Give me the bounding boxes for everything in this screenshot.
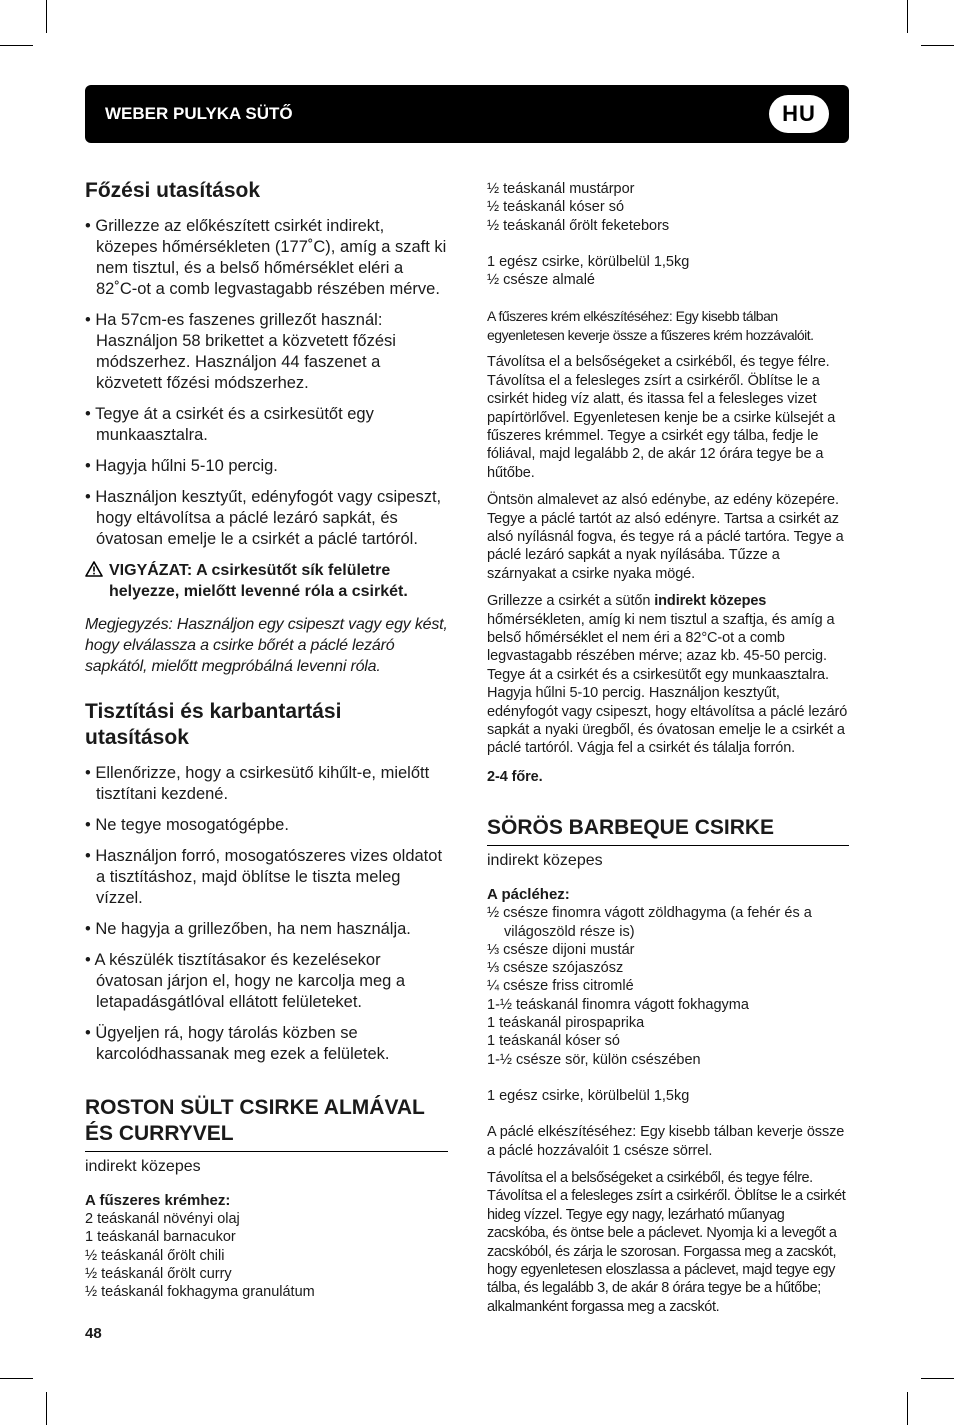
list-item: • Ügyeljen rá, hogy tárolás közben se karcolódhassanak meg ezek a felületek. [85,1024,390,1063]
step-text: Grillezze a csirkét a sütőn [487,593,655,610]
ingredient-item: ½ teáskanál őrölt chili [85,1247,225,1264]
list-item: • Ellenőrizze, hogy a csirkesütő kihűlt-e, mielőtt tisztítani kezdené. [85,764,430,803]
ingredient-item: 1 teáskanál pirospaprika [487,1015,645,1032]
recipe2-step-2: Távolítsa el a belsőségeket a csirkéből, és tegye félre. Távolítsa el a felesleges zsírt a csirkéről. Öblítse le a csirkét hideg vízzel. Tegye egy nagy, lezárható műanyag zacskóba, és öntse bele a páclevet. Nyomja ki a levegőt a zacskóból, és zárja le szorosan. Forgassa meg a zacskót, hogy egyenletesen eloszlassa a páclevet, majd tegye egy tálba, és legalább 3, de akár 8 órára tegye be a hűtőbe; alkalmanként forgassa meg a zacskót. [487,1170,846,1315]
list-item: • Használjon forró, mosogatószeres vizes oldatot a tisztításhoz, majd öblítse le tiszta meleg vízzel. [85,847,443,907]
recipe2-marinade-heading: A pácléhez: [487,886,570,904]
warning-block [85,560,448,602]
list-item: • Hagyja hűlni 5-10 percig. [85,457,278,475]
crop-mark [0,45,33,46]
ingredient-item: ¼ csésze friss citromlé [487,978,634,995]
ingredient-item: 1 egész csirke, körülbelül 1,5kg [487,253,690,270]
step-text: hőmérsékleten, amíg ki nem tisztul a szaftja, és amíg a belső hőmérséklet el nem éri a 82°C-ot a comb legvastagabb részében mérve; azaz kb. 45-50 percig. Tegye át a csirkét és a csirkesütőt egy munkaasztalra. Hagyja hűlni 5-10 percig. Használjon kesztyűt, edényfogót vagy csipeszt, hogy eltávolítsa a páclé lezáró sapkát a nyaki üregből, és óvatosan emelje le a csirkét a páclé tartóról. Vágja fel a csirkét és tálalja forrón. [487,611,848,757]
cleaning-list [85,763,448,1065]
right-column [487,180,849,1325]
ingredient-item: ½ teáskanál kóser só [487,199,625,216]
ingredient-item: ½ teáskanál őrölt feketebors [487,217,670,234]
list-item: • A készülék tisztításakor és kezelésekor óvatosan járjon el, hogy ne karcolja meg a letapadásgátlóval ellátott felületeket. [85,951,406,1011]
list-item: • Használjon kesztyűt, edényfogót vagy csipeszt, hogy eltávolítsa a páclé lezáró sapkát, és óvatosan emelje le a csirkét a páclé tartóról. [85,488,442,548]
ingredient-item: 1 teáskanál kóser só [487,1033,620,1050]
ingredient-item: ½ teáskanál őrölt curry [85,1265,232,1282]
recipe2-main-list [487,1087,849,1105]
recipe2-title: SÖRÖS BARBEQUE CSIRKE [487,815,849,846]
ingredient-item: 2 teáskanál növényi olaj [85,1211,240,1227]
recipe1-main-list [487,253,849,290]
recipe2-method: indirekt közepes [487,852,603,870]
recipe2-step-1: A páclé elkészítéséhez: Egy kisebb tálban keverje össze a páclé hozzávalóit 1 csésze sörrel. [487,1124,845,1159]
list-item: • Tegye át a csirkét és a csirkesütőt egy munkaasztalra. [85,405,374,444]
warning-text: VIGYÁZAT: A csirkesütőt sík felületre helyezze, mielőtt levenné róla a csirkét. [109,562,408,600]
ingredient-item: 1-½ teáskanál finomra vágott fokhagyma [487,996,749,1013]
cooking-heading: Főzési utasítások [85,179,261,202]
ingredient-item: ½ teáskanál fokhagyma granulátum [85,1284,315,1301]
recipe2-marinade-list [487,904,849,1069]
crop-mark [46,0,47,33]
left-column [85,172,448,1301]
crop-mark [46,1392,47,1425]
ingredient-item: ½ csésze finomra vágott zöldhagyma (a fehér és a világoszöld része is) [487,905,812,940]
header-title: WEBER PULYKA SÜTŐ [105,104,293,123]
crop-mark [907,0,908,33]
list-item: • Grillezze az előkészített csirkét indirekt, közepes hőmérsékleten (177˚C), amíg a szaft ki nem tisztul, és a belső hőmérséklet eléri a 82˚C-ot a comb legvastagabb részében mérve. [85,217,447,298]
list-item: • Ne hagyja a grillezőben, ha nem használja. [85,920,411,938]
recipe1-rub-list [85,1210,448,1301]
recipe1-rub-heading: A fűszeres krémhez: [85,1192,231,1209]
language-badge: HU [769,95,829,133]
ingredient-item: ⅓ csésze dijoni mustár [487,941,635,958]
ingredient-item: 1-½ csésze sör, külön csészében [487,1051,701,1068]
recipe1-title: ROSTON SÜLT CSIRKE ALMÁVAL ÉS CURRYVEL [85,1095,448,1152]
recipe1-method: indirekt közepes [85,1158,201,1175]
ingredient-item: ½ teáskanál mustárpor [487,181,635,197]
cleaning-heading: Tisztítási és karbantartási utasítások [85,700,342,749]
crop-mark [0,1378,33,1379]
recipe1-step-2: Távolítsa el a belsőségeket a csirkéből, és tegye félre. Távolítsa el a felesleges zsírt a csirkéről. Öblítse le a csirkét hideg víz alatt, és itassa fel a felesleges vizet papírtörlővel. Egyenletesen kenje be a csirke külsejét a fűszeres krémmel. Tegye a csirkét egy tálba, fedje le fóliával, majd legalább 2, de akár 12 órára tegye be a hűtőbe. [487,354,836,481]
recipe1-step-1: A fűszeres krém elkészítéséhez: Egy kisebb tálban egyenletesen keverje össze a fűszeres krém hozzávalóit. [487,308,814,343]
ingredient-item: 1 teáskanál barnacukor [85,1229,236,1246]
step-text-bold: indirekt közepes [654,593,767,610]
page-number: 48 [85,1325,102,1342]
note-text: Megjegyzés: Használjon egy csipeszt vagy egy kést, hogy elválassza a csirke bőrét a páclé lezáró sapkától, mielőtt megpróbálná levenni róla. [85,616,448,675]
list-item: • Ne tegye mosogatógépbe. [85,816,289,834]
crop-mark [907,1392,908,1425]
ingredient-item: ⅓ csésze szójaszósz [487,960,624,977]
crop-mark [921,1378,954,1379]
cooking-list [85,216,448,550]
crop-mark [921,45,954,46]
warning-triangle-icon [85,561,103,577]
recipe1-step-4 [487,592,849,758]
recipe1-rub-list-continued [487,180,849,235]
recipe1-serves: 2-4 főre. [487,768,543,785]
ingredient-item: ½ csésze almalé [487,272,595,289]
list-item: • Ha 57cm-es faszenes grillezőt használ: Használjon 58 brikettet a közvetett főzési módszerhez. Használjon 44 faszenet a közvetett főzési módszerhez. [85,311,396,392]
ingredient-item: 1 egész csirke, körülbelül 1,5kg [487,1087,690,1104]
recipe1-step-3: Öntsön almalevet az alsó edénybe, az edény közepére. Tegye a páclé tartót az alsó edényre. Tartsa a csirkét az alsó nyílásnál fogva, és tegye rá a páclé tartóra. Tegye a páclé lezáró sapkát a nyak nyílásába. Tűzze a szárnyakat a csirke nyaka mögé. [487,492,844,582]
page-header-bar [85,85,849,143]
